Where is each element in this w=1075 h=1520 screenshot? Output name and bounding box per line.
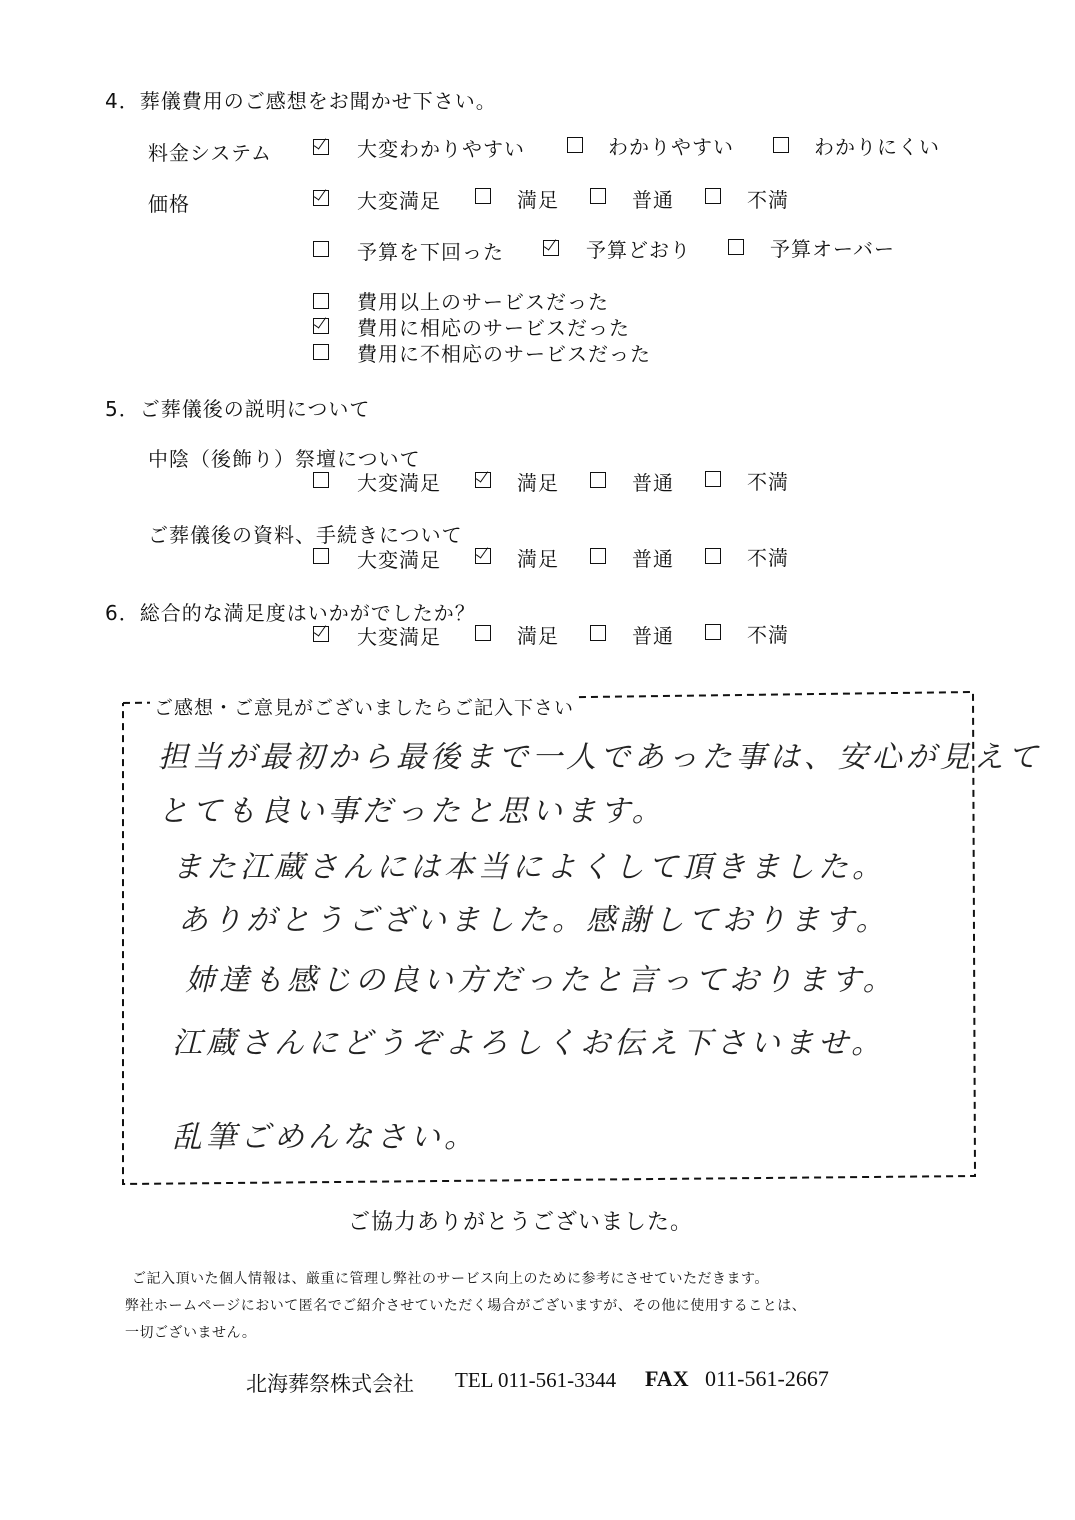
altar-label: 中陰（後飾り）祭壇について — [148, 447, 421, 471]
price-option-3: 不満 — [747, 188, 789, 212]
altar-option-2: 普通 — [632, 471, 674, 495]
comment-line-6: 江蔵さんにどうぞよろしくお伝え下さいませ。 — [172, 1026, 886, 1061]
fee-system-checkbox-1[interactable] — [567, 137, 583, 153]
altar-checkbox-3[interactable] — [705, 471, 721, 487]
altar-option-0: 大変満足 — [357, 471, 441, 495]
documents-checkbox-1[interactable] — [475, 548, 491, 564]
q6-option-3: 不満 — [747, 623, 789, 647]
company-fax-label: FAX — [645, 1366, 689, 1391]
company-name: 北海葬祭株式会社 — [246, 1372, 414, 1396]
budget-checkbox-2[interactable] — [728, 239, 744, 255]
fee-system-checkbox-0[interactable] — [313, 139, 329, 155]
q5-title: 5．ご葬儀後の説明について — [105, 397, 371, 421]
price-option-1: 満足 — [517, 188, 559, 212]
q6-option-1: 満足 — [517, 624, 559, 648]
q6-title: 6．総合的な満足度はいかがでしたか？ — [105, 601, 476, 625]
q6-checkbox-1[interactable] — [475, 625, 491, 641]
altar-option-3: 不満 — [747, 470, 789, 494]
company-tel: TEL 011-561-3344 — [455, 1368, 617, 1392]
fee-system-option-0: 大変わかりやすい — [357, 137, 525, 161]
q6-checkbox-2[interactable] — [590, 625, 606, 641]
documents-option-2: 普通 — [632, 547, 674, 571]
privacy-line-2: 弊社ホームページにおいて匿名でご紹介させていただく場合がございますが、その他に使用することは、 — [125, 1298, 807, 1314]
price-checkbox-1[interactable] — [475, 188, 491, 204]
documents-checkbox-2[interactable] — [590, 548, 606, 564]
price-option-2: 普通 — [632, 188, 674, 212]
price-option-0: 大変満足 — [357, 189, 441, 213]
service-option-1: 費用に相応のサービスだった — [357, 316, 630, 340]
price-label: 価格 — [148, 192, 190, 216]
fee-system-option-2: わかりにくい — [814, 135, 940, 159]
q4-title: 4．葬儀費用のご感想をお聞かせ下さい。 — [105, 89, 497, 113]
q6-checkbox-0[interactable] — [313, 626, 329, 642]
service-checkbox-2[interactable] — [313, 344, 329, 360]
budget-checkbox-0[interactable] — [313, 241, 329, 257]
price-checkbox-0[interactable] — [313, 190, 329, 206]
service-option-0: 費用以上のサービスだった — [357, 290, 609, 314]
privacy-line-3: 一切ございません。 — [125, 1325, 257, 1341]
q6-option-2: 普通 — [632, 624, 674, 648]
service-checkbox-0[interactable] — [313, 293, 329, 309]
comment-heading: ご感想・ご意見がございましたらご記入下さい — [150, 693, 578, 720]
altar-checkbox-1[interactable] — [475, 472, 491, 488]
documents-option-0: 大変満足 — [357, 548, 441, 572]
company-fax-number: 011-561-2667 — [705, 1366, 829, 1391]
altar-checkbox-0[interactable] — [313, 472, 329, 488]
budget-option-0: 予算を下回った — [357, 240, 504, 264]
altar-checkbox-2[interactable] — [590, 472, 606, 488]
fee-system-label: 料金システム — [148, 141, 272, 165]
budget-checkbox-1[interactable] — [543, 240, 559, 256]
documents-checkbox-3[interactable] — [705, 548, 721, 564]
q6-checkbox-3[interactable] — [705, 624, 721, 640]
price-checkbox-3[interactable] — [705, 188, 721, 204]
fee-system-option-1: わかりやすい — [608, 135, 734, 159]
comment-line-7: 乱筆ごめんなさい。 — [172, 1120, 478, 1155]
service-checkbox-1[interactable] — [313, 318, 329, 334]
comment-line-1: 担当が最初から最後まで一人であった事は、安心が見えて — [158, 740, 1042, 775]
fee-system-checkbox-2[interactable] — [773, 137, 789, 153]
comment-line-2: とても良い事だったと思います。 — [158, 794, 666, 829]
budget-option-1: 予算どおり — [586, 238, 691, 262]
documents-option-3: 不満 — [747, 546, 789, 570]
comment-line-3: また江蔵さんには本当によくして頂きました。 — [172, 850, 886, 885]
documents-checkbox-0[interactable] — [313, 548, 329, 564]
price-checkbox-2[interactable] — [590, 188, 606, 204]
service-option-2: 費用に不相応のサービスだった — [357, 342, 651, 366]
privacy-line-1: ご記入頂いた個人情報は、厳重に管理し弊社のサービス向上のために参考にさせていただきます。 — [132, 1271, 769, 1287]
q6-option-0: 大変満足 — [357, 625, 441, 649]
altar-option-1: 満足 — [517, 471, 559, 495]
documents-option-1: 満足 — [517, 547, 559, 571]
documents-label: ご葬儀後の資料、手続きについて — [148, 523, 463, 547]
comment-line-4: ありがとうございました。感謝しております。 — [178, 903, 890, 938]
budget-option-2: 予算オーバー — [770, 237, 895, 261]
thanks-message: ご協力ありがとうございました。 — [348, 1210, 694, 1235]
comment-line-5: 姉達も感じの良い方だったと言っております。 — [185, 963, 897, 998]
